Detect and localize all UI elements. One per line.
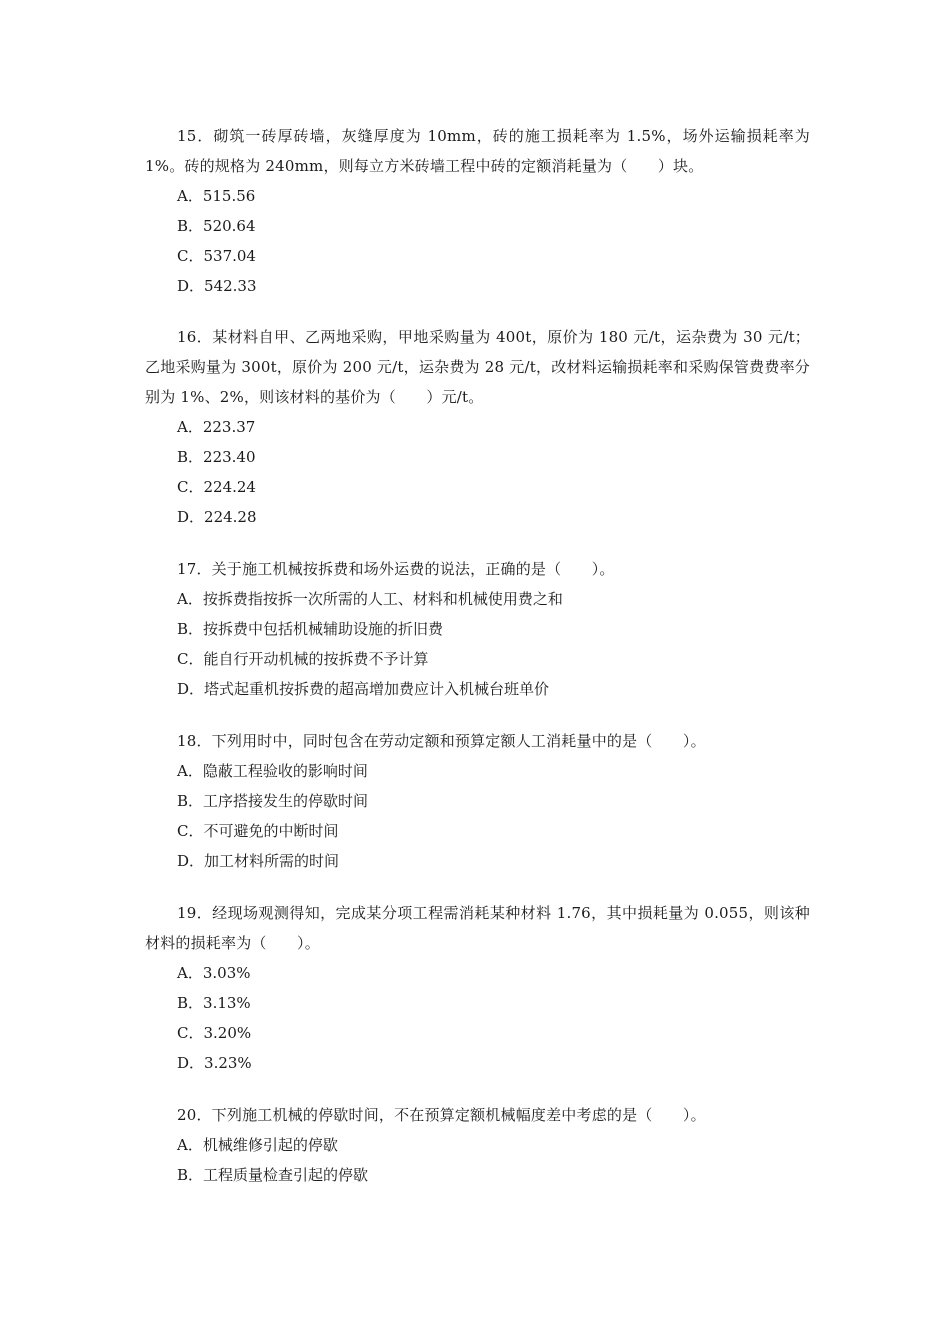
question-15 xyxy=(145,121,810,301)
option-c: C．不可避免的中断时间 xyxy=(177,822,339,840)
option-a: A．隐蔽工程验收的影响时间 xyxy=(177,762,368,780)
question-stem: 15．砌筑一砖厚砖墙，灰缝厚度为 10mm，砖的施工损耗率为 1.5%，场外运输损耗率为 1%。砖的规格为 240mm，则每立方米砖墙工程中砖的定额消耗量为（ ）块。 xyxy=(145,127,810,175)
option-d: D．塔式起重机按拆费的超高增加费应计入机械台班单价 xyxy=(177,680,550,698)
question-stem: 18．下列用时中，同时包含在劳动定额和预算定额人工消耗量中的是（ ）。 xyxy=(177,732,706,750)
question-18 xyxy=(145,726,810,876)
option-a: A．223.37 xyxy=(177,418,256,436)
question-17 xyxy=(145,554,810,704)
option-c: C．3.20% xyxy=(177,1024,252,1042)
option-d: D．542.33 xyxy=(177,277,257,295)
option-b: B．工序搭接发生的停歇时间 xyxy=(177,792,369,810)
option-c: C．224.24 xyxy=(177,478,256,496)
option-a: A．机械维修引起的停歇 xyxy=(177,1136,338,1154)
option-b: B．223.40 xyxy=(177,448,256,466)
option-b: B．3.13% xyxy=(177,994,251,1012)
option-d: D．224.28 xyxy=(177,508,257,526)
question-stem: 20．下列施工机械的停歇时间，不在预算定额机械幅度差中考虑的是（ ）。 xyxy=(177,1106,706,1124)
option-a: A．3.03% xyxy=(177,964,251,982)
option-a: A．515.56 xyxy=(177,187,256,205)
option-c: C．能自行开动机械的按拆费不予计算 xyxy=(177,650,429,668)
option-b: B．工程质量检查引起的停歇 xyxy=(177,1166,369,1184)
question-stem: 19．经现场观测得知，完成某分项工程需消耗某种材料 1.76，其中损耗量为 0.055，则该种材料的损耗率为（ ）。 xyxy=(145,904,810,952)
question-19 xyxy=(145,898,810,1078)
option-a: A．按拆费指按拆一次所需的人工、材料和机械使用费之和 xyxy=(177,590,563,608)
option-b: B．按拆费中包括机械辅助设施的折旧费 xyxy=(177,620,444,638)
option-b: B．520.64 xyxy=(177,217,256,235)
option-d: D．加工材料所需的时间 xyxy=(177,852,340,870)
question-20 xyxy=(145,1100,810,1190)
question-stem: 17．关于施工机械按拆费和场外运费的说法，正确的是（ ）。 xyxy=(177,560,615,578)
question-16 xyxy=(145,322,810,532)
option-d: D．3.23% xyxy=(177,1054,252,1072)
question-stem: 16．某材料自甲、乙两地采购，甲地采购量为 400t，原价为 180 元/t，运杂费为 30 元/t；乙地采购量为 300t，原价为 200 元/t，运杂费为 28 元/t，改材料运输损耗率和采购保管费费率分别为 1%、2%，则该材料的基价为（ ）元/t。 xyxy=(145,328,810,406)
option-c: C．537.04 xyxy=(177,247,256,265)
